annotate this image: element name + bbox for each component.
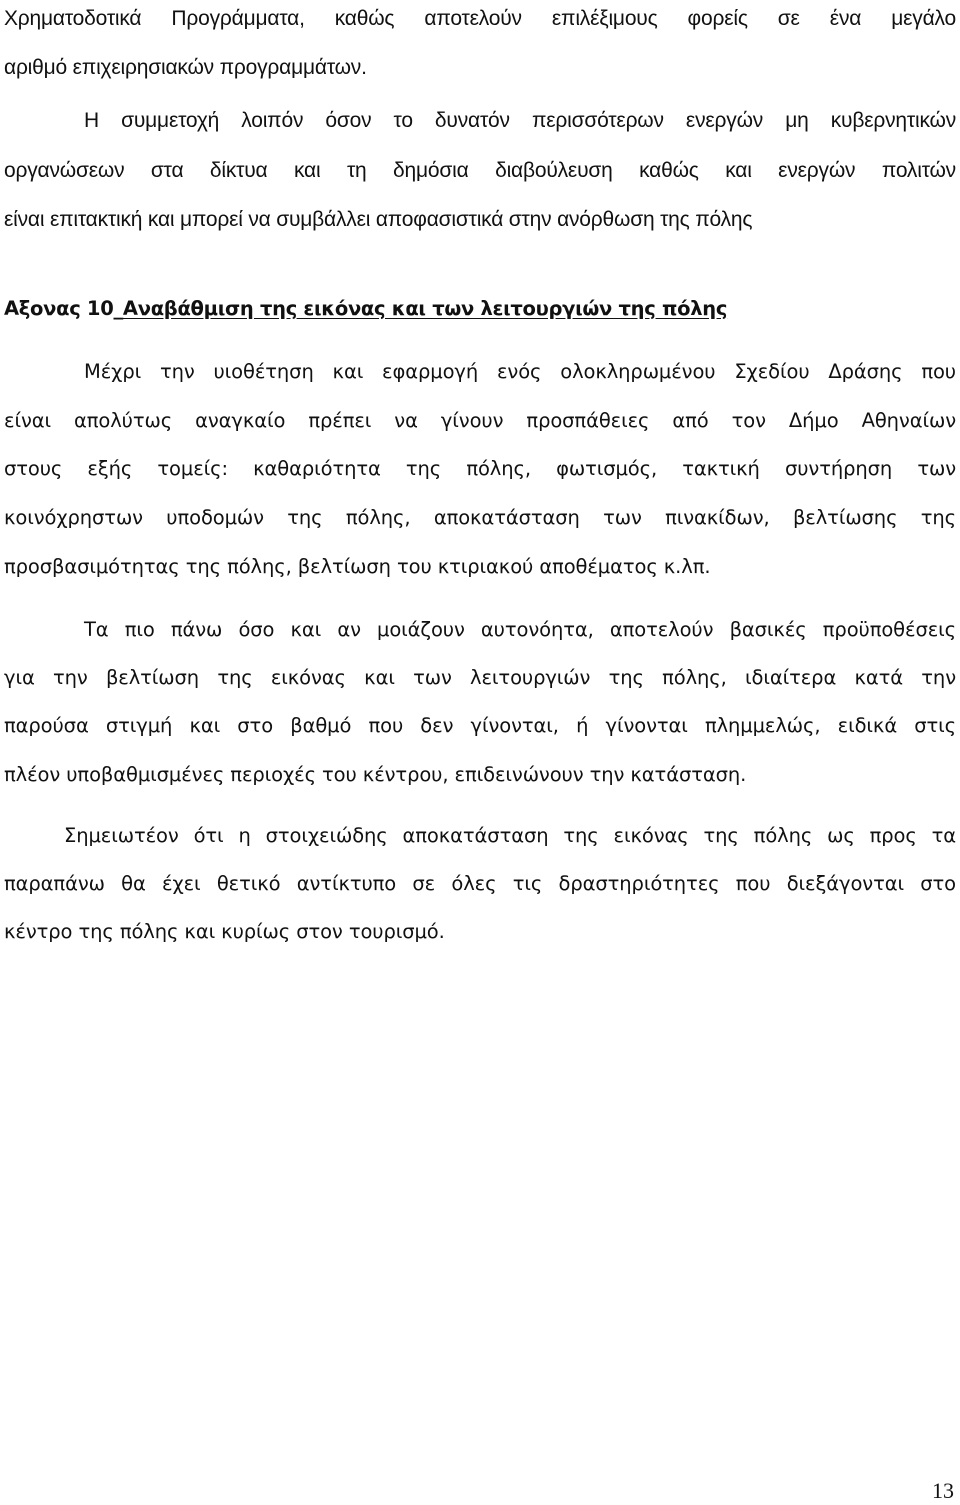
section-heading <box>4 296 956 322</box>
paragraph-2-line-3: στους εξής τομείς: καθαριότητα της πόλης, φωτισμός, τακτική συντήρηση των <box>4 457 956 480</box>
paragraph-3-line-4: πλέον υποβαθμισμένες περιοχές του κέντρου, επιδεινώνουν την κατάσταση. <box>4 763 747 786</box>
paragraph-4-line-2: παραπάνω θα έχει θετικό αντίκτυπο σε όλες τις δραστηριότητες που διεξάγονται στο <box>4 872 956 895</box>
paragraph-3-line-2: για την βελτίωση της εικόνας και των λειτουργιών της πόλης, ιδιαίτερα κατά την <box>4 666 956 689</box>
paragraph-3-line-3: παρούσα στιγμή και στο βαθμό που δεν γίνονται, ή γίνονται πλημμελώς, ειδικά στις <box>4 714 956 737</box>
paragraph-4-line-3: κέντρο της πόλης και κυρίως στον τουρισμό. <box>4 920 445 943</box>
paragraph-3-line-1: Τα πιο πάνω όσο και αν μοιάζουν αυτονόητα, αποτελούν βασικές προϋποθέσεις <box>84 618 956 641</box>
paragraph-4-line-1: Σημειωτέον ότι η στοιχειώδης αποκατάσταση της εικόνας της πόλης ως προς τα <box>64 824 956 847</box>
paragraph-2-line-2: είναι απολύτως αναγκαίο πρέπει να γίνουν προσπάθειες από τον Δήμο Αθηναίων <box>4 409 956 432</box>
intro-line-2: αριθμό επιχειρησιακών προγραμμάτων. <box>4 56 367 79</box>
paragraph-1-line-3: είναι επιτακτική και μπορεί να συμβάλλει αποφασιστικά στην ανόρθωση της πόλης <box>4 208 753 231</box>
page-number: 13 <box>932 1478 954 1503</box>
paragraph-2-line-5: προσβασιμότητας της πόλης, βελτίωση του κτιριακού αποθέματος κ.λπ. <box>4 555 711 578</box>
section-heading-title: _Αναβάθμιση της εικόνας και των λειτουργιών της πόλης <box>113 297 728 320</box>
paragraph-2-line-4: κοινόχρηστων υποδομών της πόλης, αποκατάσταση των πινακίδων, βελτίωσης της <box>4 506 956 529</box>
intro-line-1: Χρηματοδοτικά Προγράμματα, καθώς αποτελούν επιλέξιμους φορείς σε ένα μεγάλο <box>4 7 956 30</box>
paragraph-1-line-1: Η συμμετοχή λοιπόν όσον το δυνατόν περισσότερων ενεργών μη κυβερνητικών <box>84 109 956 132</box>
section-heading-prefix: Αξονας 10 <box>4 297 114 320</box>
paragraph-1-line-2: οργανώσεων στα δίκτυα και τη δημόσια διαβούλευση καθώς και ενεργών πολιτών <box>4 159 956 182</box>
paragraph-2-line-1: Μέχρι την υιοθέτηση και εφαρμογή ενός ολοκληρωμένου Σχεδίου Δράσης που <box>84 360 956 383</box>
